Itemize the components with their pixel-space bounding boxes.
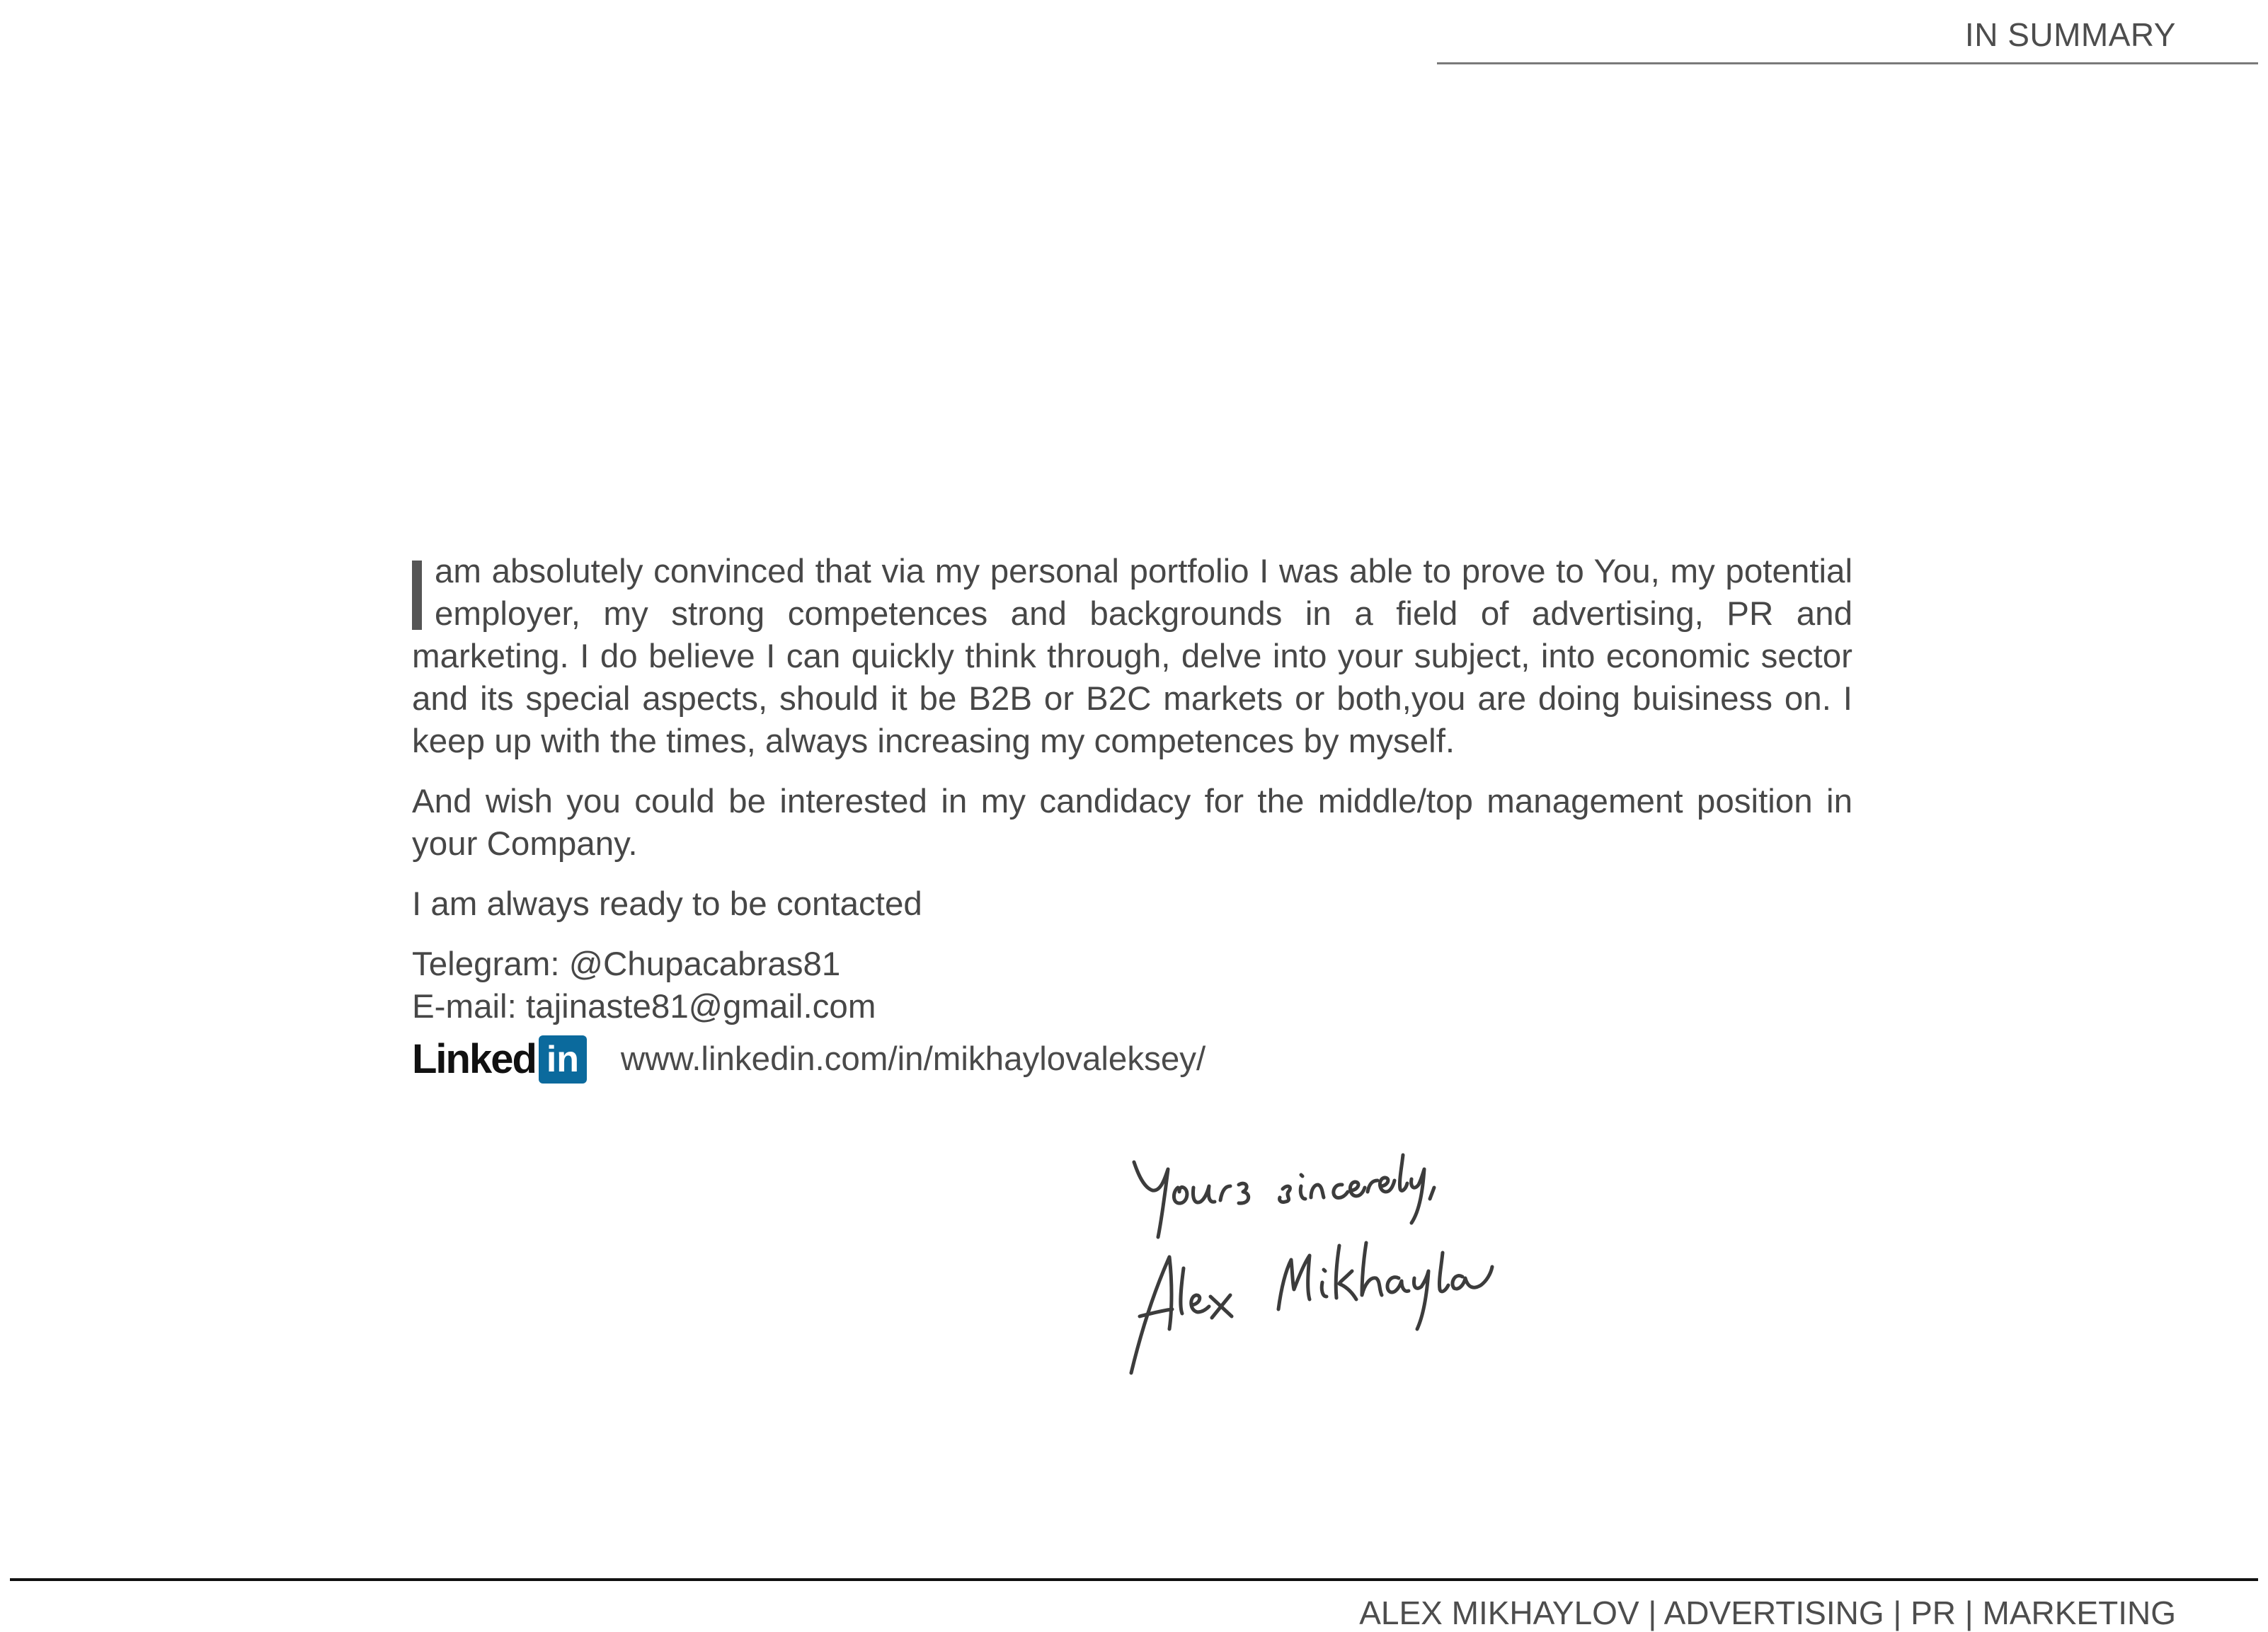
- section-title: IN SUMMARY: [1964, 16, 2176, 53]
- ready-paragraph: I am always ready to be contacted: [412, 885, 922, 923]
- sig-stroke-e1: [1350, 1182, 1365, 1196]
- sig-stroke-a2: [1387, 1277, 1409, 1292]
- sig-stroke-k: [1336, 1246, 1356, 1299]
- sig-stroke-l3: [1439, 1253, 1448, 1292]
- sig-stroke-av: [1453, 1267, 1492, 1289]
- linkedin-logo: [412, 1034, 587, 1085]
- sig-stroke-y: [1134, 1162, 1168, 1237]
- sig-stroke-o: [1174, 1187, 1187, 1203]
- sig-stroke-s1: [1239, 1183, 1249, 1203]
- linkedin-logo-word: Linked: [412, 1036, 536, 1082]
- intro-paragraph: [412, 551, 1852, 763]
- email-contact: E-mail: tajinaste81@gmail.com: [412, 988, 876, 1025]
- sig-stroke-l: [1399, 1155, 1407, 1190]
- sig-stroke-x: [1210, 1295, 1232, 1318]
- sig-stroke-dot2: [1324, 1270, 1325, 1271]
- wish-paragraph: And wish you could be interested in my candidacy for the middle/top management position in your Company.: [412, 783, 1852, 863]
- sig-stroke-e3: [1191, 1295, 1209, 1312]
- sig-stroke-n: [1311, 1185, 1324, 1197]
- footer-title: ALEX MIKHAYLOV | ADVERTISING | PR | MARKETING: [1359, 1594, 2176, 1631]
- sig-stroke-y2: [1411, 1169, 1424, 1223]
- linkedin-logo-box: in: [539, 1035, 587, 1084]
- letter-body: [412, 551, 1852, 1086]
- sig-stroke-y3: [1414, 1271, 1428, 1329]
- linkedin-row: [412, 1033, 1852, 1086]
- sig-stroke-h: [1362, 1243, 1382, 1295]
- sig-stroke-dot: [1301, 1175, 1302, 1176]
- sig-stroke-i2: [1322, 1282, 1327, 1297]
- sig-stroke-m: [1278, 1255, 1310, 1309]
- sig-stroke-comma: [1430, 1188, 1434, 1199]
- telegram-contact: Telegram: @Chupacabras81: [412, 946, 841, 983]
- header-divider: [1437, 62, 2258, 64]
- sig-stroke-l2: [1181, 1268, 1184, 1314]
- dropcap-i: [412, 561, 422, 630]
- sig-stroke-r: [1220, 1186, 1230, 1200]
- contact-block: [412, 943, 1852, 1086]
- footer-divider: [10, 1578, 2258, 1581]
- sig-stroke-i: [1300, 1186, 1305, 1199]
- sig-stroke-a-bar: [1140, 1309, 1172, 1316]
- sig-stroke-e2: [1380, 1178, 1394, 1192]
- sig-stroke-u: [1193, 1186, 1215, 1202]
- linkedin-url-link[interactable]: www.linkedin.com/in/mikhaylovaleksey/: [620, 1040, 1206, 1078]
- sig-stroke-r2: [1368, 1180, 1378, 1192]
- handwritten-signature: [1118, 1104, 1557, 1387]
- intro-text: am absolutely convinced that via my personal portfolio I was able to prove to You, my potential employer, my strong competences and backgrounds in a field of advertising, PR and marketing. I do believe I can quickly think through, delve into your subject, into economic sector and its special aspects, should it be B2B or B2C markets or both,you are doing buisiness on. I keep up with the times, always increasing my competences by myself.: [412, 553, 1852, 760]
- sig-stroke-s2: [1279, 1186, 1290, 1202]
- sig-stroke-c: [1334, 1185, 1348, 1198]
